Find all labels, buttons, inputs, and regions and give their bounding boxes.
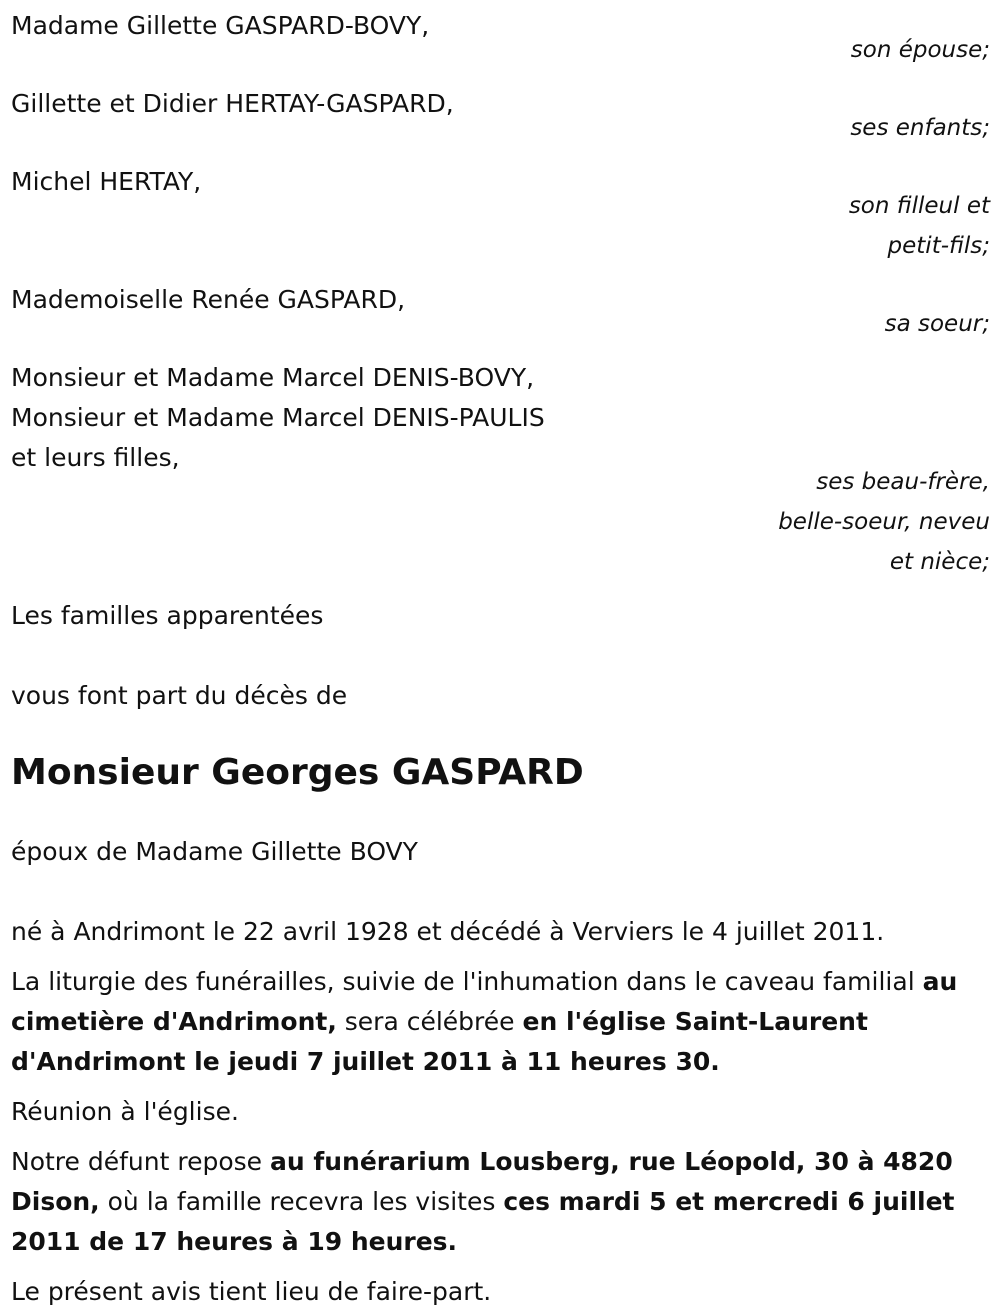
obituary-notice	[11, 6, 990, 1312]
reunion-line: Réunion à l'église.	[11, 1097, 239, 1126]
family-entry-godson: Michel HERTAY,	[11, 167, 202, 196]
relation-label: et nièce;	[889, 549, 990, 575]
visiting-hours: ces mardi 5 et mercredi 6 juillet 2011 de 17 heures à 19 heures.	[11, 1187, 955, 1256]
family-entry-spouse: Madame Gillette GASPARD-BOVY,	[11, 11, 430, 40]
relation-label: son épouse;	[850, 37, 990, 63]
relation-label: ses enfants;	[850, 115, 990, 141]
family-entry-children: Gillette et Didier HERTAY-GASPARD,	[11, 89, 454, 118]
repose-paragraph: Notre défunt repose au funérarium Lousberg, rue Léopold, 30 à 4820 Dison, où la famille recevra les visites ces mardi 5 et mercredi 6 juillet 2011 de 17 heures à 19 heures.	[11, 1147, 955, 1256]
funeral-home: au funérarium Lousberg, rue Léopold, 30 à 4820 Dison,	[11, 1147, 953, 1216]
family-entry-sister: Mademoiselle Renée GASPARD,	[11, 285, 406, 314]
relation-label: belle-soeur, neveu	[778, 509, 990, 535]
closing-line: Le présent avis tient lieu de faire-part.	[11, 1277, 492, 1306]
relation-label: son filleul et	[848, 193, 990, 219]
birth-death-line: né à Andrimont le 22 avril 1928 et décédé à Verviers le 4 juillet 2011.	[11, 917, 885, 946]
ceremony-details: en l'église Saint-Laurent d'Andrimont le jeudi 7 juillet 2011 à 11 heures 30.	[11, 1007, 868, 1076]
relation-label: petit-fils;	[887, 233, 990, 259]
deceased-name: Monsieur Georges GASPARD	[11, 752, 584, 793]
family-entry-in-laws: et leurs filles,	[11, 443, 180, 472]
spouse-line: époux de Madame Gillette BOVY	[11, 837, 418, 866]
family-entry-in-laws: Monsieur et Madame Marcel DENIS-PAULIS	[11, 403, 545, 432]
burial-place: au cimetière d'Andrimont,	[11, 967, 958, 1036]
related-families: Les familles apparentées	[11, 601, 324, 630]
family-entry-in-laws: Monsieur et Madame Marcel DENIS-BOVY,	[11, 363, 535, 392]
relation-label: sa soeur;	[884, 311, 990, 337]
liturgy-paragraph: La liturgie des funérailles, suivie de l'inhumation dans le caveau familial au cimetière d'Andrimont, sera célébrée en l'église Saint-Laurent d'Andrimont le jeudi 7 juillet 2011 à 11 heures 30.	[11, 967, 958, 1076]
relation-label: ses beau-frère,	[816, 469, 990, 495]
announcement-text: vous font part du décès de	[11, 681, 348, 710]
